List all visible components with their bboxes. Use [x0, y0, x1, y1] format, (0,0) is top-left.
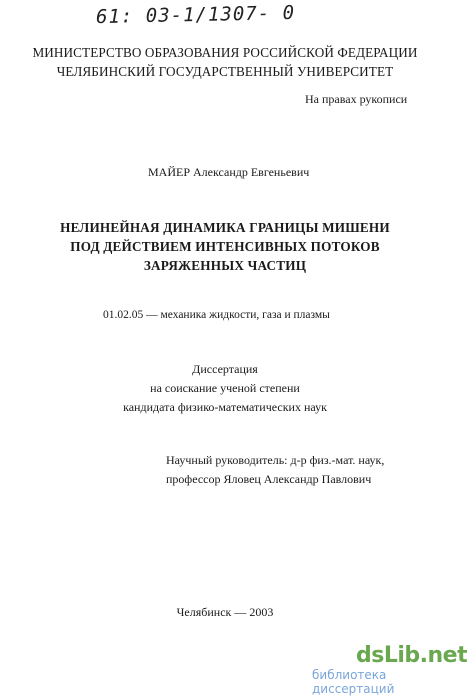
supervisor-line-1: Научный руководитель: д-р физ.-мат. наук,	[166, 453, 385, 467]
manuscript-rights-note: На правах рукописи	[305, 92, 408, 106]
degree-field: кандидата физико-математических наук	[123, 400, 327, 414]
degree-type: Диссертация	[192, 362, 258, 376]
thesis-title-line-3: ЗАРЯЖЕННЫХ ЧАСТИЦ	[143, 258, 307, 273]
degree-purpose: на соискание ученой степени	[150, 381, 300, 395]
university-line: ЧЕЛЯБИНСКИЙ ГОСУДАРСТВЕННЫЙ УНИВЕРСИТЕТ	[56, 64, 394, 79]
supervisor-line-2: профессор Яловец Александр Павлович	[166, 472, 372, 486]
dslib-watermark-tagline: библиотека диссертаций	[312, 668, 395, 696]
thesis-title-line-1: НЕЛИНЕЙНАЯ ДИНАМИКА ГРАНИЦЫ МИШЕНИ	[60, 220, 390, 235]
thesis-title-line-2: ПОД ДЕЙСТВИЕМ ИНТЕНСИВНЫХ ПОТОКОВ	[70, 239, 380, 254]
handwritten-catalog-code: 61: 03-1/1307- 0	[95, 1, 296, 29]
ministry-line: МИНИСТЕРСТВО ОБРАЗОВАНИЯ РОССИЙСКОЙ ФЕДЕРАЦИИ	[32, 45, 418, 60]
city-year: Челябинск — 2003	[176, 605, 274, 619]
dslib-watermark-logo: dsLib.net	[356, 643, 467, 668]
author-name: МАЙЕР Александр Евгеньевич	[148, 165, 310, 179]
specialty-code: 01.02.05 — механика жидкости, газа и плазмы	[103, 309, 330, 321]
